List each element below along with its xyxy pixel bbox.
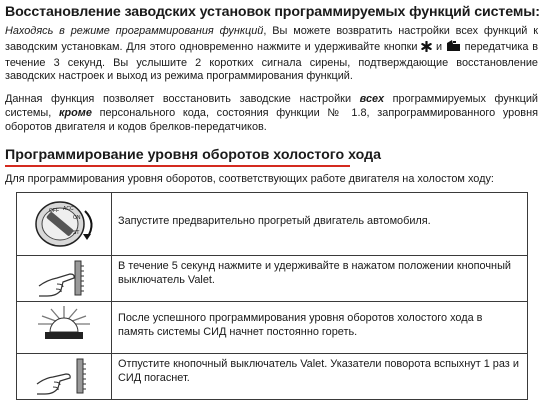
factory-reset-paragraph: Находясь в режиме программирования функций, Вы можете возвратить настройки всех функций к заводским установкам. Для этого одновременно нажмите и удерживайте кнопки и передатчика в течение 3 секунд. Вы услышите 2 коротких сигнала сирены, подтверждающие восстановление заводских настроек и выход из режима программирования функций. [5, 25, 538, 83]
finger-release-button-icon [17, 354, 112, 400]
svg-text:ST: ST [73, 230, 80, 236]
ignition-key-icon [17, 193, 112, 255]
led-on-icon [17, 302, 112, 354]
step-pic-cell [17, 302, 112, 354]
step-pic-cell [17, 256, 112, 302]
section-title-idle-rpm: Программирование уровня оборотов холостого хода [5, 147, 382, 163]
steps-table [16, 192, 528, 400]
step-pic-cell [17, 354, 112, 400]
step-text: Отпустите кнопочный выключатель Valet. Указатели поворота вспыхнут 1 раз и СИД погаснет. [118, 358, 519, 384]
title-underline [5, 165, 350, 167]
idle-rpm-intro: Для программирования уровня оборотов, соответствующих работе двигателя на холостом ходу: [5, 173, 494, 185]
section-title-factory-reset: Восстановление заводских установок программируемых функций системы: [5, 4, 540, 20]
italic-lead: Находясь в режиме программирования функций [5, 25, 264, 37]
asterisk-button-icon [421, 41, 432, 57]
step-pic-cell [17, 193, 112, 255]
step-text: В течение 5 секунд нажмите и удерживайте в нажатом положении кнопочный выключатель Valet. [118, 260, 511, 286]
svg-text:ACC: ACC [63, 206, 74, 212]
step-row [17, 301, 527, 354]
step-row [17, 193, 527, 255]
step-text: После успешного программирования уровня оборотов холостого хода в память системы СИД начнет постоянно гореть. [118, 312, 483, 338]
factory-reset-note: Данная функция позволяет восстановить заводские настройки всех программируемых функций системы, кроме персонального кода, состояния функции № 1.8, запрограммированного уровня оборотов двигателя и кодов брелков-передатчиков. [5, 93, 538, 133]
svg-text:OFF: OFF [49, 208, 59, 214]
trunk-button-icon [446, 39, 461, 57]
step-row [17, 255, 527, 302]
step-text: Запустите предварительно прогретый двигатель автомобиля. [118, 215, 431, 227]
finger-press-button-icon [17, 256, 112, 302]
svg-text:ON: ON [73, 215, 81, 221]
step-row [17, 353, 527, 400]
